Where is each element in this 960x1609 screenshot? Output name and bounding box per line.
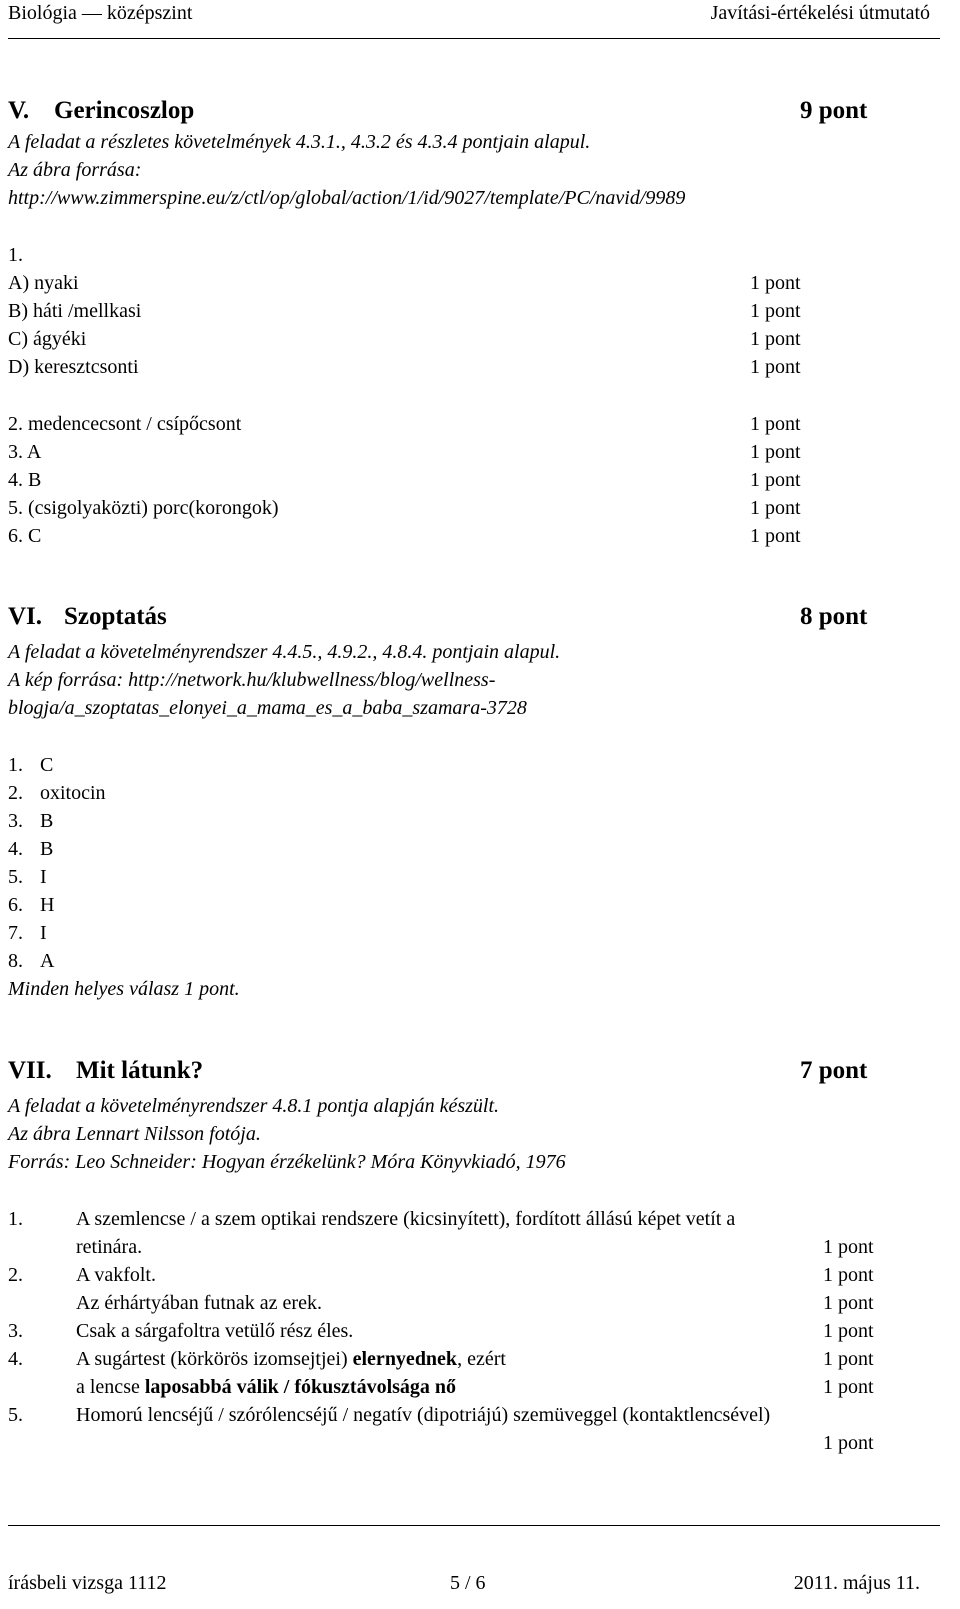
section-v-answer-points: 1 pont — [750, 525, 801, 547]
section-vii-q2-text: A vakfolt. — [76, 1264, 156, 1286]
section-v-answer-label: D) keresztcsonti — [8, 356, 139, 378]
section-v-answer-label: 4. B — [8, 469, 42, 491]
section-v-answer-points: 1 pont — [750, 497, 801, 519]
header-divider — [8, 38, 940, 39]
section-vi-answer-number: 7. — [8, 922, 23, 944]
section-vii-title: Mit látunk? — [76, 1057, 204, 1084]
q4-text-part: A sugártest (körkörös izomsejtjei) — [76, 1348, 353, 1370]
section-vii-q2b-points: 1 pont — [823, 1292, 874, 1314]
section-vi-answer-value: oxitocin — [40, 782, 106, 804]
section-vii-q5-number: 5. — [8, 1404, 23, 1426]
section-vi-answer-number: 2. — [8, 782, 23, 804]
section-v-answer-points: 1 pont — [750, 356, 801, 378]
section-vi-answer-number: 5. — [8, 866, 23, 888]
section-v-answer-points: 1 pont — [750, 300, 801, 322]
footer-left: írásbeli vizsga 1112 — [8, 1572, 167, 1594]
section-v-answer-label: 6. C — [8, 525, 42, 547]
section-vi-answer-number: 6. — [8, 894, 23, 916]
section-vii-q4b-text — [76, 1376, 456, 1399]
section-v-answer-label: 5. (csigolyaközti) porc(korongok) — [8, 497, 279, 519]
footer-page-number: 5 / 6 — [450, 1572, 486, 1594]
q4-bold-part: elernyednek — [352, 1348, 458, 1370]
section-vi-answer-value: C — [40, 754, 54, 776]
section-vii-q1-continuation: retinára. — [76, 1236, 143, 1258]
section-vi-numeral: VI. — [8, 603, 43, 630]
section-vi-intro-2: A kép forrása: http://network.hu/klubwellness/blog/wellness- — [8, 669, 496, 691]
section-v-answer-label: B) háti /mellkasi — [8, 300, 142, 322]
section-vii-intro-2: Az ábra Lennart Nilsson fotója. — [8, 1123, 261, 1145]
section-vi-intro-3: blogja/a_szoptatas_elonyei_a_mama_es_a_baba_szamara-3728 — [8, 697, 527, 719]
footer-right: 2011. május 11. — [793, 1572, 920, 1594]
section-vi-answer-value: I — [40, 922, 47, 944]
section-vii-q2-number: 2. — [8, 1264, 23, 1286]
section-vi-answer-value: H — [40, 894, 55, 916]
section-vii-q2-points: 1 pont — [823, 1264, 874, 1286]
section-vii-q3-number: 3. — [8, 1320, 23, 1342]
section-v-intro-1: A feladat a részletes követelmények 4.3.1., 4.3.2 és 4.3.4 pontjain alapul. — [8, 131, 591, 153]
section-vi-answer-number: 4. — [8, 838, 23, 860]
section-vii-q1-points: 1 pont — [823, 1236, 874, 1258]
section-vi-answer-number: 1. — [8, 754, 23, 776]
section-vii-q4b-points: 1 pont — [823, 1376, 874, 1398]
section-v-answer-points: 1 pont — [750, 441, 801, 463]
section-vi-answer-value: I — [40, 866, 47, 888]
section-v-answer-label: C) ágyéki — [8, 328, 87, 350]
section-v-title: Gerincoszlop — [54, 97, 195, 124]
section-v-intro-2: Az ábra forrása: — [8, 159, 142, 181]
footer-divider — [8, 1525, 940, 1526]
section-vi-points: 8 pont — [800, 603, 868, 630]
header-right: Javítási-értékelési útmutató — [710, 2, 930, 24]
q4b-text-part: a lencse — [76, 1376, 145, 1398]
header-left: Biológia — középszint — [8, 2, 193, 24]
section-vi-title: Szoptatás — [64, 603, 167, 630]
section-vii-q4-points: 1 pont — [823, 1348, 874, 1370]
section-v-answer-label: 2. medencecsont / csípőcsont — [8, 413, 242, 435]
section-v-intro-3: http://www.zimmerspine.eu/z/ctl/op/global/action/1/id/9027/template/PC/navid/9989 — [8, 187, 686, 209]
section-vii-q3-text: Csak a sárgafoltra vetülő rész éles. — [76, 1320, 354, 1342]
section-vii-q4-text — [76, 1348, 506, 1371]
section-vii-q4-number: 4. — [8, 1348, 23, 1370]
section-v-answer-label: A) nyaki — [8, 272, 79, 294]
section-v-answer-points: 1 pont — [750, 328, 801, 350]
section-vi-answer-value: B — [40, 810, 54, 832]
section-vii-q5-points: 1 pont — [823, 1432, 874, 1454]
section-v-points: 9 pont — [800, 97, 868, 124]
section-vi-answer-number: 3. — [8, 810, 23, 832]
section-v-q1-number: 1. — [8, 244, 23, 266]
section-v-answer-label: 3. A — [8, 441, 42, 463]
section-vii-q1-number: 1. — [8, 1208, 23, 1230]
section-vii-q1-text: A szemlencse / a szem optikai rendszere (kicsinyített), fordított állású képet vetít a — [76, 1208, 736, 1230]
section-v-numeral: V. — [8, 97, 30, 124]
section-v-answer-points: 1 pont — [750, 469, 801, 491]
section-vii-intro-3: Forrás: Leo Schneider: Hogyan érzékelünk? Móra Könyvkiadó, 1976 — [8, 1151, 566, 1173]
section-vii-intro-1: A feladat a követelményrendszer 4.8.1 pontja alapján készült. — [8, 1095, 500, 1117]
section-vii-numeral: VII. — [8, 1057, 52, 1084]
section-vii-points: 7 pont — [800, 1057, 868, 1084]
section-v-answer-points: 1 pont — [750, 272, 801, 294]
section-vii-q3-points: 1 pont — [823, 1320, 874, 1342]
section-vii-q5-text: Homorú lencséjű / szórólencséjű / negatív (dipotriájú) szemüveggel (kontaktlencsével) — [76, 1404, 771, 1426]
section-vi-intro-1: A feladat a követelményrendszer 4.4.5., 4.9.2., 4.8.4. pontjain alapul. — [8, 641, 561, 663]
section-vi-note: Minden helyes válasz 1 pont. — [8, 978, 240, 1000]
section-vi-answer-number: 8. — [8, 950, 23, 972]
section-vi-answer-value: B — [40, 838, 54, 860]
section-v-answer-points: 1 pont — [750, 413, 801, 435]
q4b-bold-part: laposabbá válik / fókusztávolsága nő — [144, 1376, 457, 1398]
q4-text-part: , ezért — [457, 1348, 506, 1370]
section-vii-q2b-text: Az érhártyában futnak az erek. — [76, 1292, 322, 1314]
section-vi-answer-value: A — [40, 950, 55, 972]
